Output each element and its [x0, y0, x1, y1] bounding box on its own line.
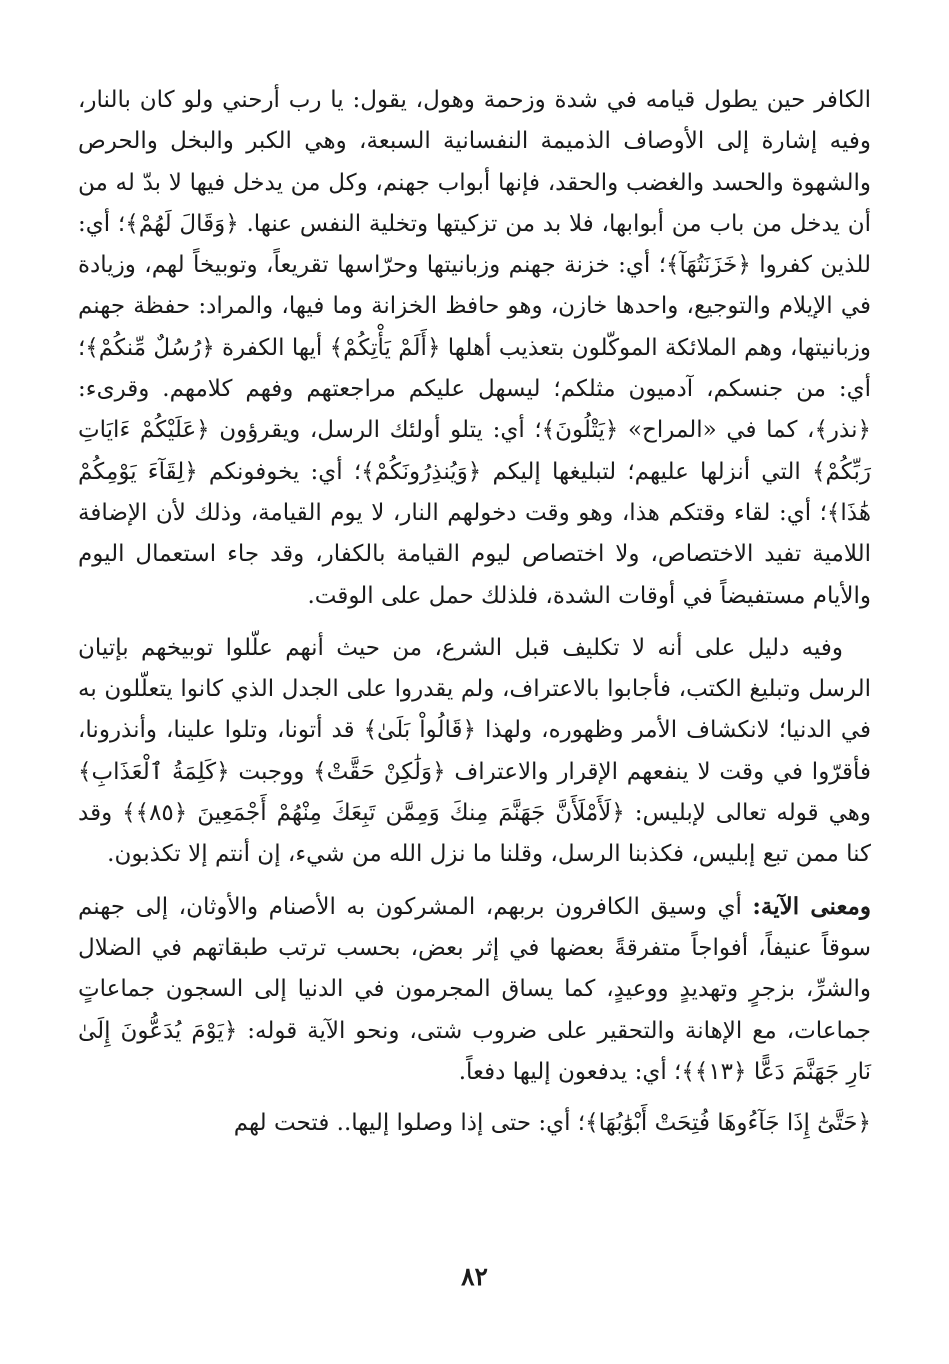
page-number: ٨٢ — [461, 1262, 488, 1291]
paragraph-2: وفيه دليل على أنه لا تكليف قبل الشرع، من حيث أنهم علّلوا توبيخهم بإتيان الرسل وتبليغ الكتب، فأجابوا بالاعتراف، ولم يقدروا على الجدل الذي كانوا يتعلّلون به في الدنيا؛ لانكشاف الأمر وظهوره، ولهذا ﴿قَالُواْ بَلَىٰ﴾ قد أتونا، وتلوا علينا، وأنذرونا، فأقرّوا في وقت لا ينفعهم الإقرار والاعتراف ﴿وَلَٰكِنْ حَقَّتْ﴾ ووجبت ﴿كَلِمَةُ ٱلْعَذَابِ﴾ وهي قوله تعالى لإبليس: ﴿لَأَمْلَأَنَّ جَهَنَّمَ مِنكَ وَمِمَّن تَبِعَكَ مِنْهُمْ أَجْمَعِينَ ﴿٨٥﴾﴾ وقد كنا ممن تبع إبليس، فكذبنا الرسل، وقلنا ما نزل الله من شيء، إن أنتم إلا تكذبون. — [78, 634, 871, 868]
paragraph-1: الكافر حين يطول قيامه في شدة وزحمة وهول، يقول: يا رب أرحني ولو كان بالنار، وفيه إشارة إلى الأوصاف الذميمة النفسانية السبعة، وهي الكبر والبخل والحرص والشهوة والحسد والغضب والحقد، فإنها أبواب جهنم، وكل من يدخل فيها لا بدّ له من أن يدخل من باب من أبوابها، فلا بد من تزكيتها وتخلية النفس عنها. ﴿وَقَالَ لَهُمْ﴾؛ أي: للذين كفروا ﴿خَزَنَتُهَآ﴾؛ أي: خزنة جهنم وزبانيتها وحرّاسها تقريعاً، وتوبيخاً لهم، وزيادة في الإيلام والتوجيع، واحدها خازن، وهو حافظ الخزانة وما فيها، والمراد: حفظة جهنم وزبانيتها، وهم الملائكة الموكّلون بتعذيب أهلها ﴿أَلَمْ يَأْتِكُمْ﴾ أيها الكفرة ﴿رُسُلٌ مِّنكُمْ﴾؛ أي: من جنسكم، آدميون مثلكم؛ ليسهل عليكم مراجعتهم وفهم كلامهم. وقرىء: ﴿نذر﴾، كما في «المراح» ﴿يَتْلُونَ﴾؛ أي: يتلو أولئك الرسل، ويقرؤون ﴿عَلَيْكُمْ ءَايَاتِ رَبِّكُمْ﴾ التي أنزلها عليهم؛ لتبليغها إليكم ﴿وَيُنذِرُونَكُمْ﴾؛ أي: يخوفونكم ﴿لِقَآءَ يَوْمِكُمْ هَٰذَا﴾؛ أي: لقاء وقتكم هذا، وهو وقت دخولهم النار، لا يوم القيامة، وذلك لأن الإضافة اللامية تفيد الاختصاص، ولا اختصاص ليوم القيامة بالكفار، وقد جاء استعمال اليوم والأيام مستفيضاً في أوقات الشدة، فلذلك حمل على الوقت. — [78, 87, 871, 609]
paragraph-3-body: أي وسيق الكافرون بربهم، المشركون به الأصنام والأوثان، إلى جهنم سوقاً عنيفاً، أفواجاً متفرقةً بعضها في إثر بعض، بحسب ترتب طبقاتهم في الضلال والشرِّ، بزجرٍ وتهديدٍ ووعيدٍ، كما يساق المجرمون في الدنيا إلى السجون جماعاتٍ جماعات، مع الإهانة والتحقير على ضروب شتى، ونحو الآية قوله: ﴿يَوْمَ يُدَعُّونَ إِلَىٰ نَارِ جَهَنَّمَ دَعًّا ﴿١٣﴾﴾؛ أي: يدفعون إليها دفعاً. — [78, 893, 871, 1085]
paragraph-3-heading: ومعنى الآية: — [752, 892, 871, 920]
paragraph-3 — [78, 886, 871, 1093]
paragraph-4: ﴿حَتَّىٰٓ إِذَا جَآءُوهَا فُتِحَتْ أَبْوَٰبُهَا﴾؛ أي: حتى إذا وصلوا إليها.. فتحت لهم — [233, 1110, 871, 1137]
